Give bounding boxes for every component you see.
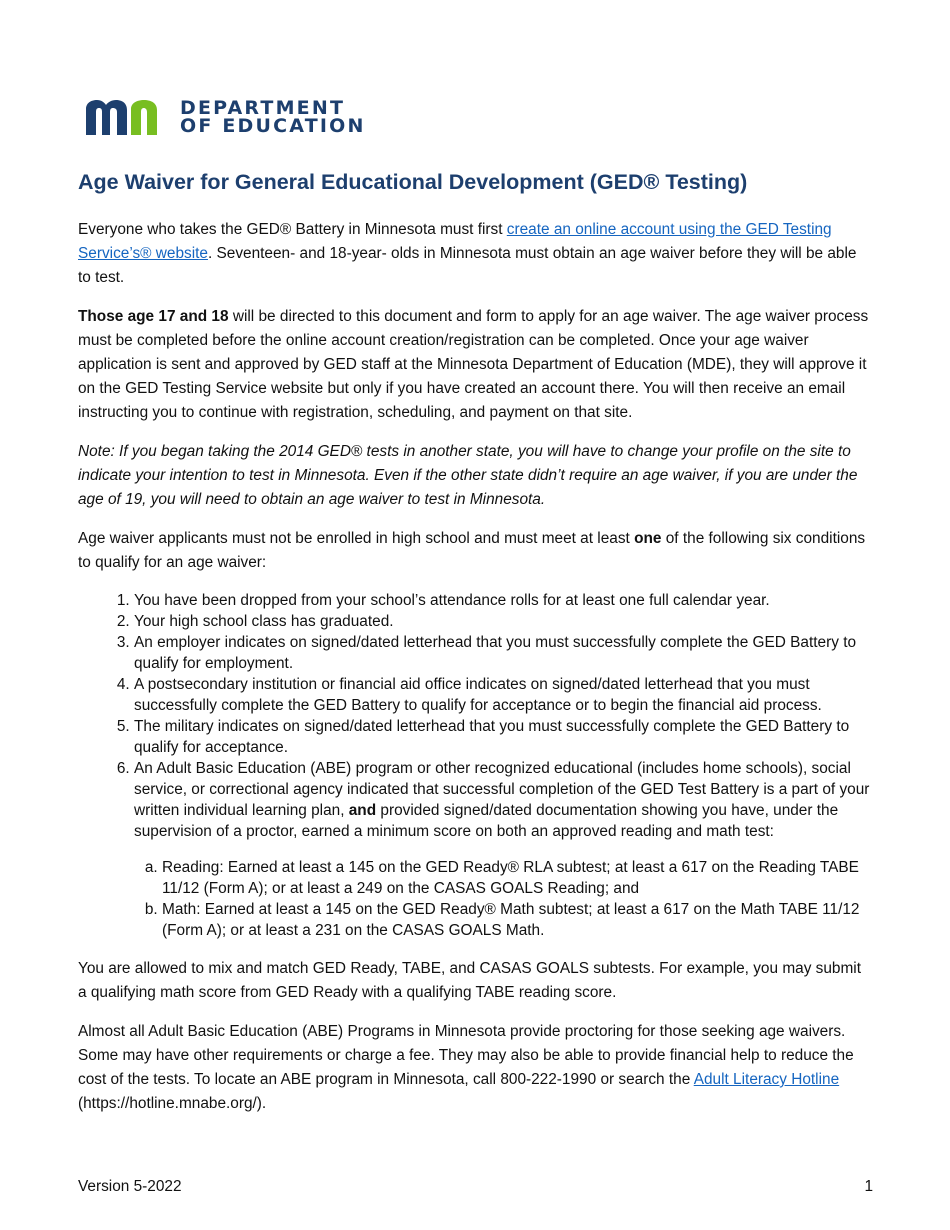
mn-logo-icon [84,99,168,135]
mix-match-paragraph: You are allowed to mix and match GED Ready, TABE, and CASAS GOALS subtests. For example, you may submit a qualifying math score from GED Ready with a qualifying TABE reading score. [78,960,861,1001]
age-paragraph: Those age 17 and 18 will be directed to this document and form to apply for an age waiver. The age waiver process must be completed before the online account creation/registration can be completed. Once your age waiver application is sent and approved by GED staff at the Minnesota Department of Education (MDE), they will approve it on the GED Testing Service website but only if you have created an account there. You will then receive an email instructing you to continue with registration, scheduling, and payment on that site. [78,308,869,421]
logo-line-1: DEPARTMENT [180,97,346,119]
reading-requirement: a. Reading: Earned at least a 145 on the GED Ready® RLA subtest; at least a 617 on the Reading TABE 11/12 (Form A); or at least a 249 on the CASAS GOALS Reading; and [162,857,873,899]
adult-literacy-hotline-link[interactable]: Adult Literacy Hotline [693,1071,840,1088]
intro-paragraph: Everyone who takes the GED® Battery in Minnesota must first create an online account using the GED Testing Service’s® website. Seventeen- and 18-year- olds in Minnesota must obtain an age waiver before they will be able to test. [78,221,857,286]
condition-item: 3. An employer indicates on signed/dated letterhead that you must successfully complete the GED Battery to qualify for employment. [134,632,873,674]
conditions-list [78,590,873,941]
logo-line-2: OF EDUCATION [180,115,366,137]
condition-item: 2. Your high school class has graduated. [134,611,873,632]
document-page [78,0,873,1230]
page-title: Age Waiver for General Educational Development (GED® Testing) [78,170,748,194]
abe-paragraph: Almost all Adult Basic Education (ABE) Programs in Minnesota provide proctoring for those seeking age waivers. Some may have other requirements or charge a fee. They may also be able to provide financial help to reduce the cost of the tests. To locate an ABE program in Minnesota, call 800-222-1990 or search the Adult Literacy Hotline (https://hotline.mnabe.org/). [78,1023,854,1112]
ged-account-link[interactable]: create an online account using the GED Testing Service’s® website [78,221,832,262]
logo-wordmark [180,99,366,135]
condition-item: 5. The military indicates on signed/dated letterhead that you must successfully complete the GED Battery to qualify for acceptance. [134,716,873,758]
condition-item: 1. You have been dropped from your school’s attendance rolls for at least one full calendar year. [134,590,873,611]
condition-item: 4. A postsecondary institution or financial aid office indicates on signed/dated letterhead that you must successfully complete the GED Battery to qualify for acceptance or to begin the financial aid process. [134,674,873,716]
version-label: Version 5-2022 [78,1178,182,1195]
page-number: 1 [864,1178,873,1195]
math-requirement: b. Math: Earned at least a 145 on the GED Ready® Math subtest; at least a 617 on the Math TABE 11/12 (Form A); or at least a 231 on the CASAS GOALS Math. [162,899,873,941]
document-body [78,218,873,1131]
note-paragraph: Note: If you began taking the 2014 GED® tests in another state, you will have to change your profile on the site to indicate your intention to test in Minnesota. Even if the other state didn’t require an age waiver, if you are under the age of 19, you will need to obtain an age waiver to test in Minnesota. [78,443,858,508]
score-requirements-list [134,857,873,941]
mde-logo [84,99,366,135]
conditions-intro: Age waiver applicants must not be enrolled in high school and must meet at least one of the following six conditions to qualify for an age waiver: [78,530,866,571]
condition-item: 6. An Adult Basic Education (ABE) program or other recognized educational (includes home schools), social service, or correctional agency indicated that successful completion of the GED Test Battery is a part of your written individual learning plan, and provided signed/dated documentation showing you have, under the supervision of a proctor, earned a minimum score on both an approved reading and math test: a. Reading: Earned at least a 145 on the GED Ready® RLA subtest; at least a 617 on the Reading TABE 11/12 (Form A); or at least a 249 on the CASAS GOALS Reading; and b. Math: Earned at least a 145 on the GED Ready® Math subtest; at least a 617 on the Math TABE 11/12 (Form A); or at least a 231 on the CASAS GOALS Math. [134,758,873,941]
